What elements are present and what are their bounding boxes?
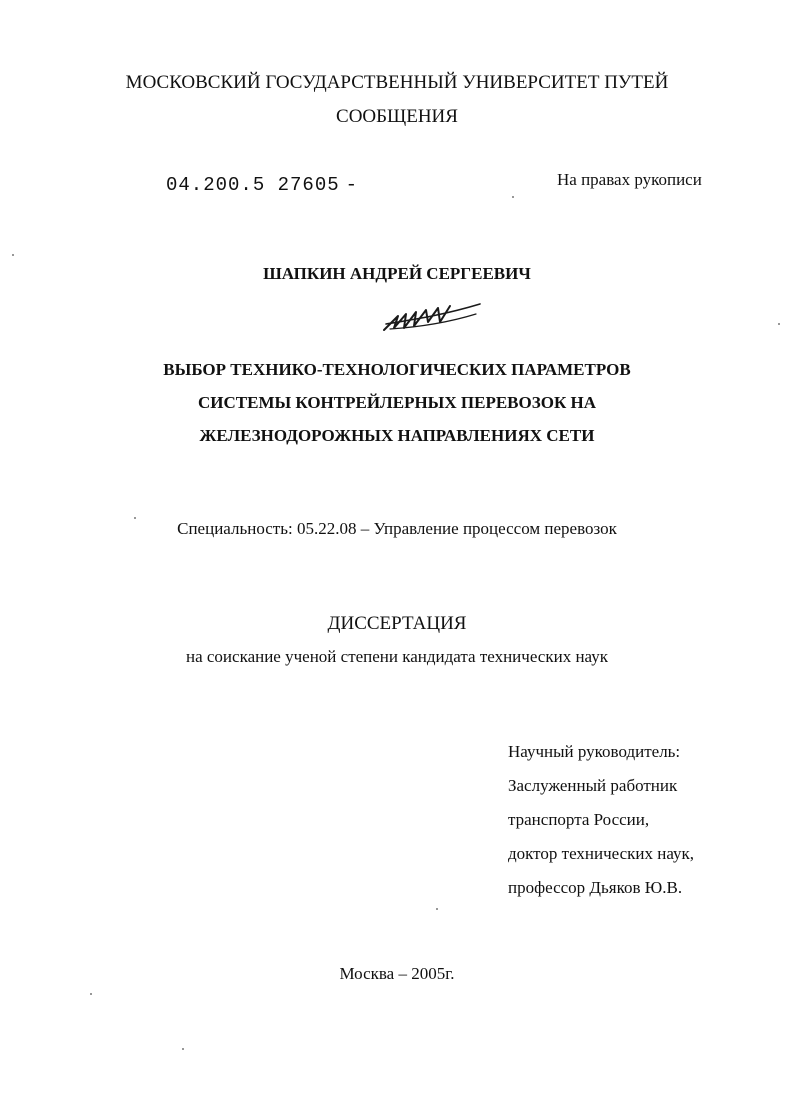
title-line-1: ВЫБОР ТЕХНИКО-ТЕХНОЛОГИЧЕСКИХ ПАРАМЕТРОВ: [163, 360, 631, 379]
scan-speck: [134, 517, 136, 519]
scientific-advisor: [508, 735, 694, 905]
university-line-2: СООБЩЕНИЯ: [336, 106, 458, 127]
specialty: Специальность: 05.22.08 – Управление процессом перевозок: [177, 519, 617, 538]
advisor-line-4: профессор Дьяков Ю.В.: [508, 878, 683, 897]
degree-description: на соискание ученой степени кандидата технических наук: [185, 647, 608, 666]
advisor-line-2: транспорта России,: [508, 810, 650, 829]
author-signature: [380, 300, 490, 336]
university-name: [0, 68, 794, 132]
advisor-line-3: доктор технических наук,: [508, 844, 695, 863]
university-line-1: МОСКОВСКИЙ ГОСУДАРСТВЕННЫЙ УНИВЕРСИТЕТ ПУТЕЙ: [125, 72, 669, 93]
registration-number-value: 04.200.5 27605: [166, 174, 340, 196]
rights-note: На правах рукописи: [557, 170, 702, 189]
advisor-label: Научный руководитель:: [508, 742, 681, 761]
title-line-3: ЖЕЛЕЗНОДОРОЖНЫХ НАПРАВЛЕНИЯХ СЕТИ: [199, 426, 595, 445]
advisor-line-1: Заслуженный работник: [508, 776, 678, 795]
scan-speck: [182, 1048, 184, 1050]
scan-speck: [90, 993, 92, 995]
dissertation-title: [0, 353, 794, 452]
title-line-2: СИСТЕМЫ КОНТРЕЙЛЕРНЫХ ПЕРЕВОЗОК НА: [197, 393, 597, 412]
author-name: ШАПКИН АНДРЕЙ СЕРГЕЕВИЧ: [263, 264, 531, 283]
scan-speck: [512, 196, 514, 198]
scan-speck: [436, 908, 438, 910]
city-year: Москва – 2005г.: [339, 964, 455, 983]
signature-drawing: [380, 300, 490, 336]
registration-number: 04.200.5 27605 -: [166, 174, 359, 196]
scan-speck: [12, 254, 14, 256]
document-type: ДИССЕРТАЦИЯ: [327, 613, 467, 634]
scan-speck: [778, 323, 780, 325]
